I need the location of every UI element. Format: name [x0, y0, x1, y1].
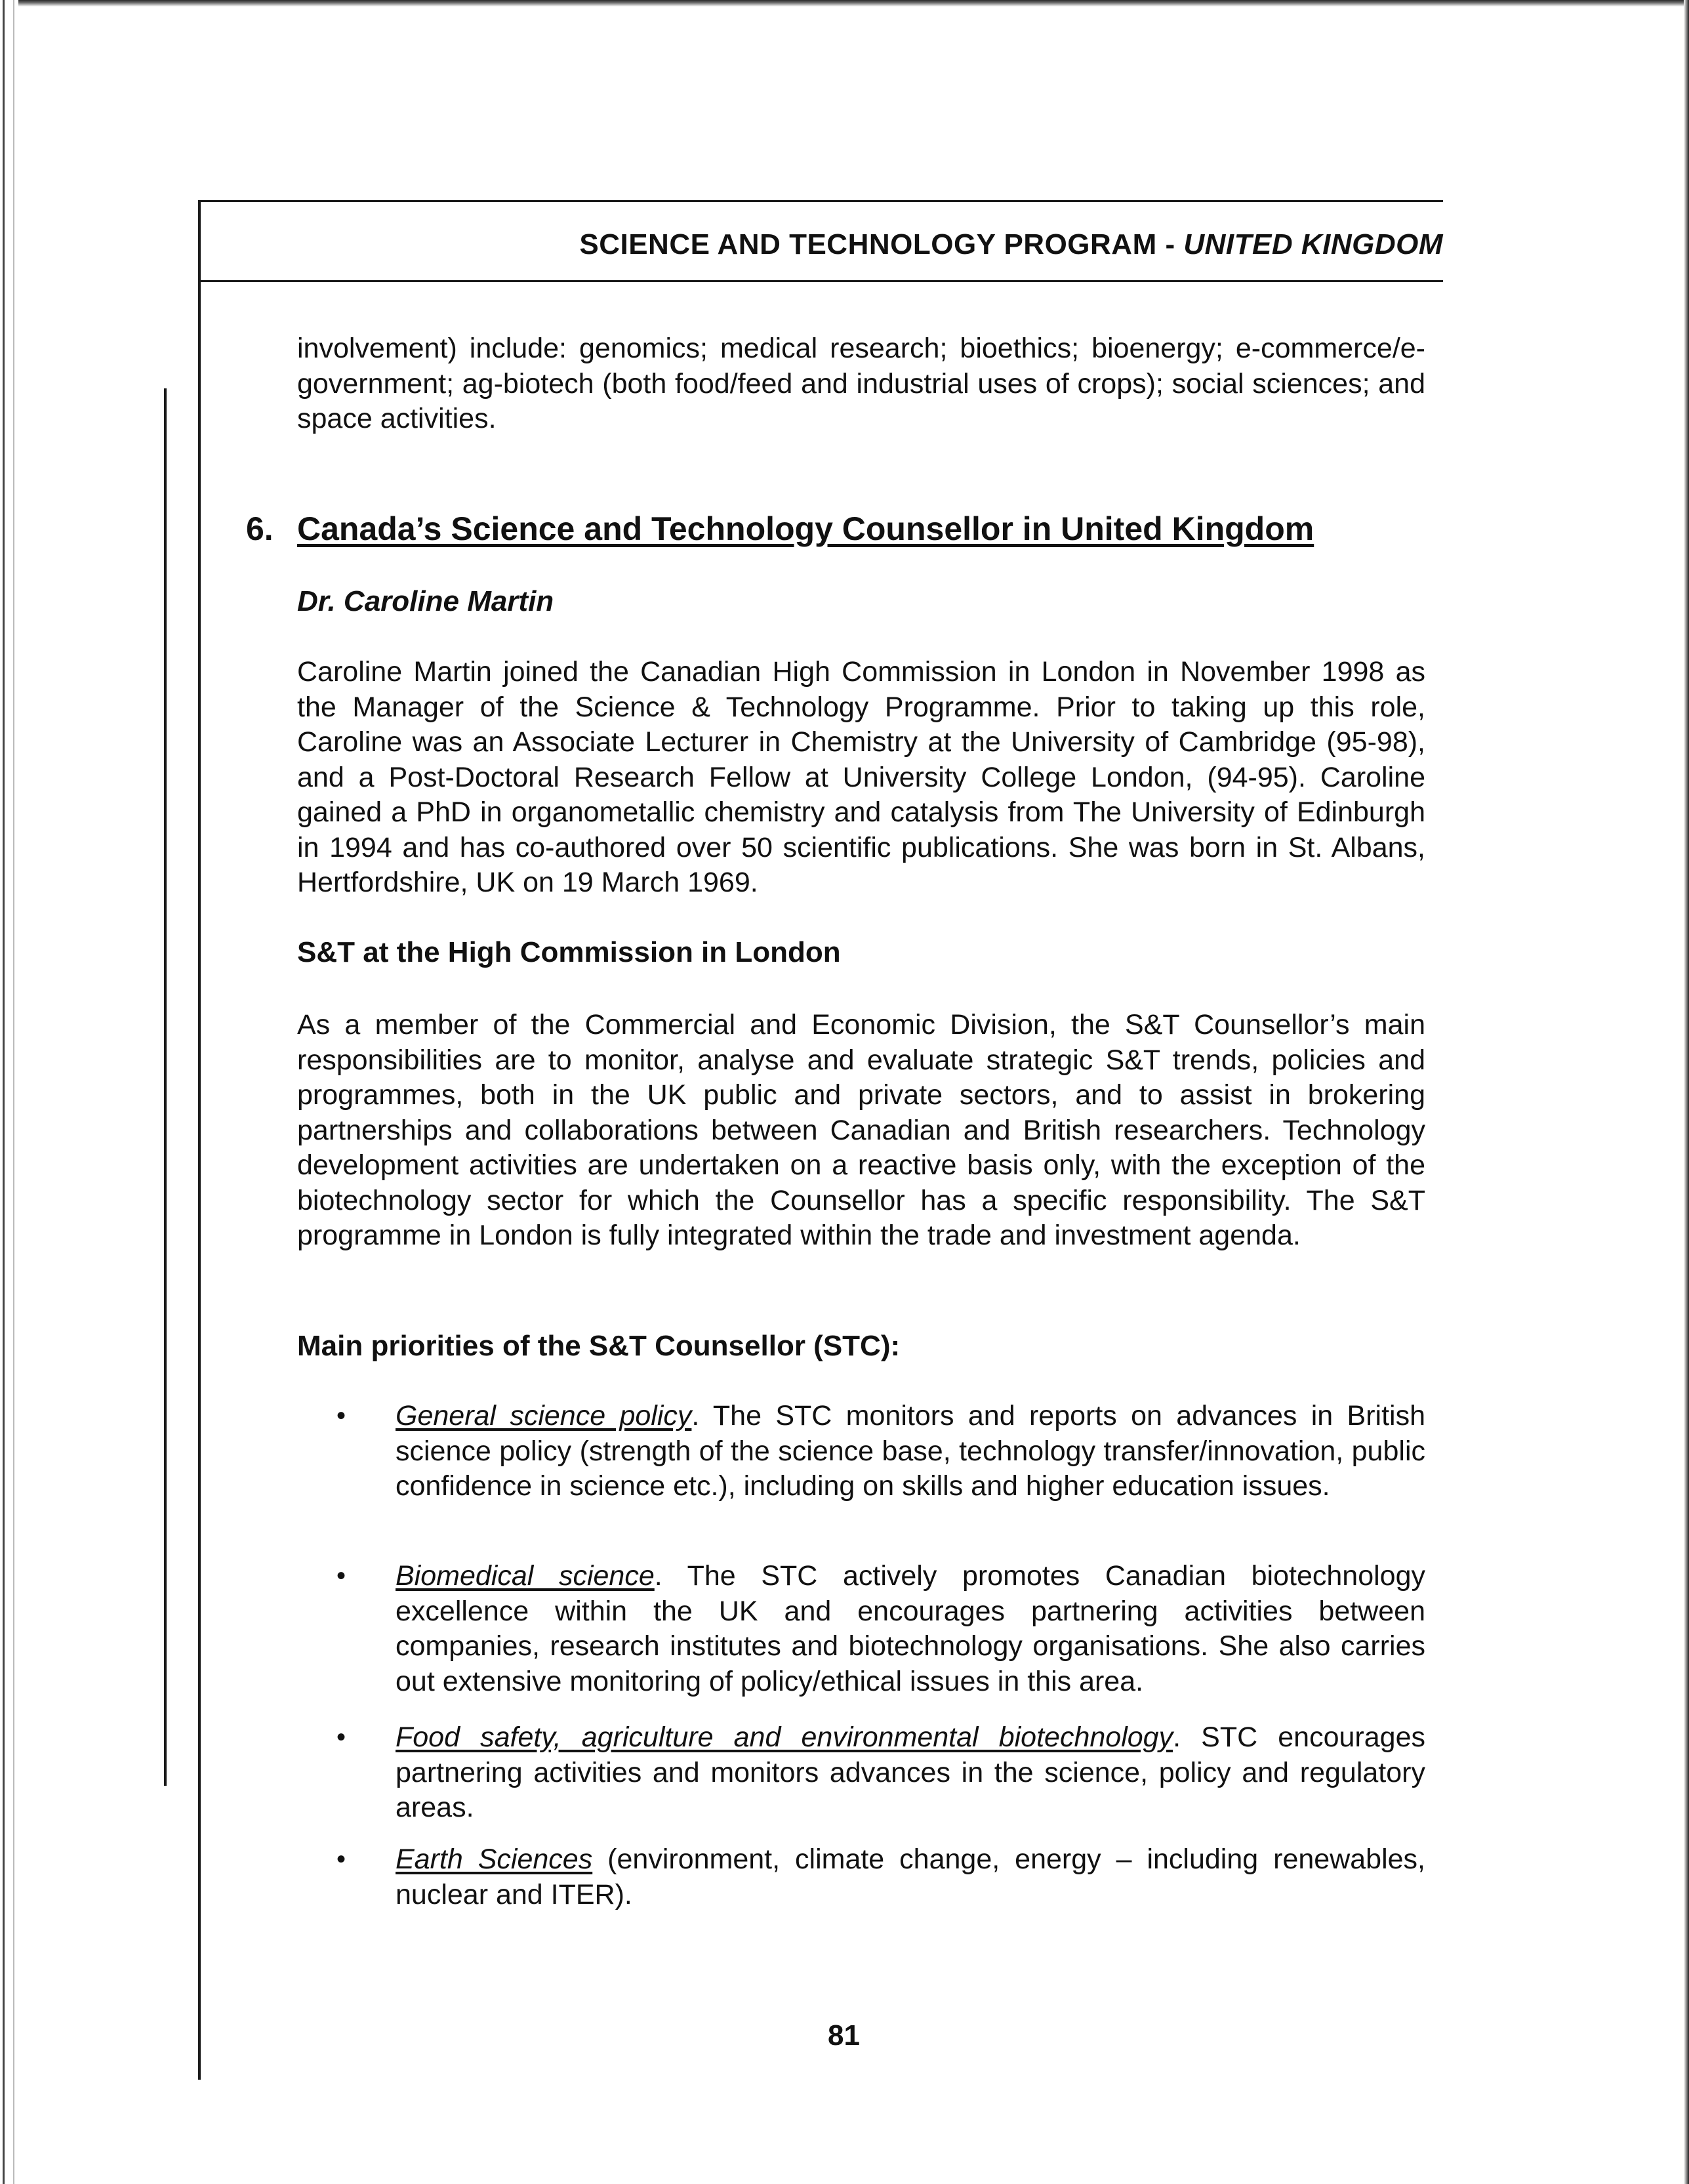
scan-edge-right [1684, 0, 1689, 2184]
bullet-term: General science policy [396, 1400, 692, 1432]
list-item [297, 1842, 1425, 1912]
header-rule-bottom [198, 280, 1443, 282]
list-item [297, 1399, 1425, 1504]
bullet-text: . The STC actively promotes Canadian biotechnology excellence within the UK and encourages partnering activities between companies, research institutes and biotechnology organisations. She also carries out extensive monitoring of policy/ethical issues in this area. [396, 1560, 1425, 1697]
scan-edge-top [0, 0, 1689, 7]
bullet-term: Biomedical science [396, 1560, 655, 1592]
change-bar [164, 388, 167, 1786]
intro-paragraph-block [297, 331, 1425, 437]
bio-paragraph: Caroline Martin joined the Canadian High Commission in London in November 1998 as the Manager of the Science & Technology Programme. Prior to taking up this role, Caroline was an Associate Lecturer in Chemistry at the University of Cambridge (95-98), and a Post-Doctoral Research Fellow at University College London, (94-95). Caroline gained a PhD in organometallic chemistry and catalysis from The University of Edinburgh in 1994 and has co-authored over 50 scientific publications. She was born in St. Albans, Hertfordshire, UK on 19 March 1969. [297, 656, 1425, 898]
priorities-heading: Main priorities of the S&T Counsellor (STC): [297, 1330, 901, 1362]
bullet-text: . STC encourages partnering activities and monitors advances in the science, policy and regulatory areas. [396, 1721, 1425, 1823]
bullet-icon: • [336, 1845, 346, 1874]
bullet-text: (environment, climate change, energy – including renewables, nuclear and ITER). [396, 1844, 1425, 1910]
page-frame-line [198, 200, 201, 2080]
section-title: Canada’s Science and Technology Counsellor in United Kingdom [297, 510, 1314, 547]
list-item [297, 1720, 1425, 1826]
scan-edge-left [0, 0, 18, 2184]
list-item [297, 1559, 1425, 1699]
page-number: 81 [828, 2019, 860, 2051]
running-header-country: UNITED KINGDOM [1183, 228, 1443, 260]
bullet-term: Food safety, agriculture and environmental biotechnology [396, 1721, 1173, 1753]
bullet-term: Earth Sciences [396, 1844, 593, 1875]
section-number: 6. [246, 510, 274, 547]
bio-block [297, 655, 1425, 901]
bullet-icon: • [336, 1723, 346, 1752]
running-header-plain: SCIENCE AND TECHNOLOGY PROGRAM - [579, 228, 1184, 260]
intro-paragraph: involvement) include: genomics; medical research; bioethics; bioenergy; e-commerce/e-government; ag-biotech (both food/feed and industrial uses of crops); social sciences; and space activities. [297, 333, 1425, 434]
high-commission-block [297, 1008, 1425, 1254]
bullet-icon: • [336, 1561, 346, 1590]
bullet-text: . The STC monitors and reports on advances in British science policy (strength of the science base, technology transfer/innovation, public confidence in science etc.), including on skills and higher education issues. [396, 1400, 1425, 1502]
high-commission-heading: S&T at the High Commission in London [297, 936, 841, 968]
bullet-icon: • [336, 1401, 346, 1430]
high-commission-paragraph: As a member of the Commercial and Economic Division, the S&T Counsellor’s main responsibilities are to monitor, analyse and evaluate strategic S&T trends, policies and programmes, both in the UK public and private sectors, and to assist in brokering partnerships and collaborations between Canadian and British researchers. Technology development activities are undertaken on a reactive basis only, with the exception of the biotechnology sector for which the Counsellor has a specific responsibility. The S&T programme in London is fully integrated within the trade and investment agenda. [297, 1009, 1425, 1251]
header-rule-top [198, 200, 1443, 202]
running-header [579, 228, 1443, 261]
person-name: Dr. Caroline Martin [297, 585, 554, 617]
section-heading [246, 510, 1314, 548]
